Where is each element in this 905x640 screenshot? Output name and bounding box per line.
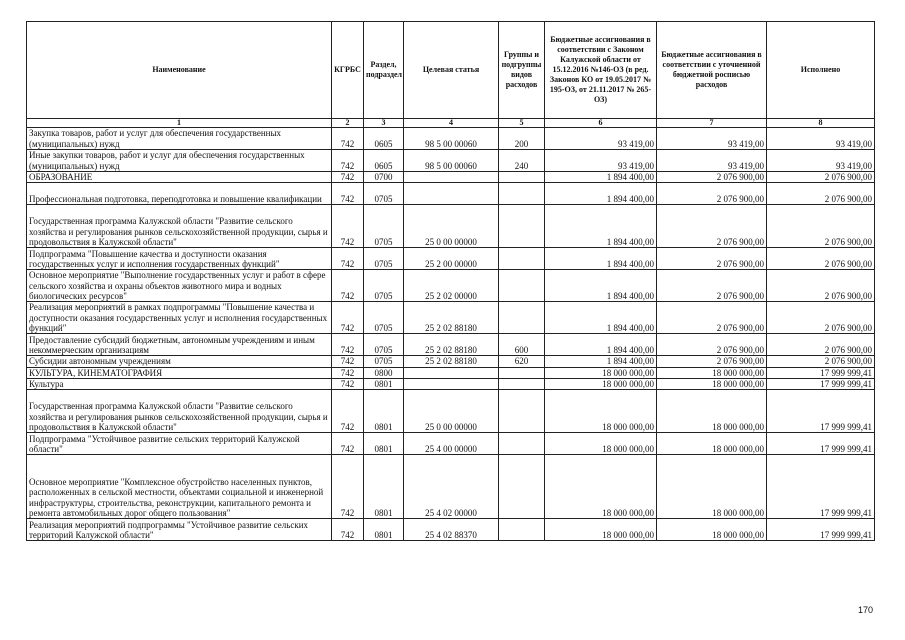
row-executed: 2 076 900,00 xyxy=(767,248,875,270)
row-group: 620 xyxy=(499,356,545,367)
row-section: 0801 xyxy=(364,455,404,519)
row-executed: 2 076 900,00 xyxy=(767,356,875,367)
header-budget: Бюджетные ассигнования в соответствии с Законом Калужской области от 15.12.2016 №146-ОЗ (в ред. Законов КО от 19.05.2017 № 195-ОЗ, от 21.11.2017 № 265-ОЗ) xyxy=(545,22,657,119)
row-executed: 2 076 900,00 xyxy=(767,172,875,183)
row-executed: 17 999 999,41 xyxy=(767,433,875,455)
row-group: 240 xyxy=(499,150,545,172)
row-refined: 18 000 000,00 xyxy=(657,433,767,455)
row-refined: 2 076 900,00 xyxy=(657,302,767,334)
row-group xyxy=(499,270,545,302)
row-group xyxy=(499,390,545,433)
row-article: 25 2 02 88180 xyxy=(404,356,499,367)
row-executed: 17 999 999,41 xyxy=(767,378,875,389)
row-section: 0800 xyxy=(364,367,404,378)
row-name: ОБРАЗОВАНИЕ xyxy=(27,172,332,183)
row-group xyxy=(499,378,545,389)
row-group xyxy=(499,183,545,205)
row-name: Подпрограмма "Повышение качества и доступности оказания государственных услуг и исполнения государственных функций" xyxy=(27,248,332,270)
row-name: Закупка товаров, работ и услуг для обеспечения государственных (муниципальных) нужд xyxy=(27,128,332,150)
row-article xyxy=(404,172,499,183)
row-budget: 1 894 400,00 xyxy=(545,205,657,248)
row-name: Профессиональная подготовка, переподготовка и повышение квалификации xyxy=(27,183,332,205)
row-refined: 2 076 900,00 xyxy=(657,205,767,248)
row-group xyxy=(499,367,545,378)
row-article: 25 4 02 00000 xyxy=(404,455,499,519)
row-budget: 18 000 000,00 xyxy=(545,378,657,389)
column-number: 7 xyxy=(657,119,767,128)
row-budget: 18 000 000,00 xyxy=(545,519,657,541)
table-row xyxy=(27,248,875,270)
column-number: 4 xyxy=(404,119,499,128)
table-row xyxy=(27,367,875,378)
column-number: 6 xyxy=(545,119,657,128)
row-kgrbs: 742 xyxy=(332,356,364,367)
table-body xyxy=(27,128,875,541)
row-section: 0801 xyxy=(364,519,404,541)
column-number: 1 xyxy=(27,119,332,128)
row-group: 200 xyxy=(499,128,545,150)
table-row xyxy=(27,519,875,541)
row-section: 0801 xyxy=(364,433,404,455)
row-executed: 17 999 999,41 xyxy=(767,455,875,519)
row-group xyxy=(499,302,545,334)
table-row xyxy=(27,172,875,183)
row-article: 25 0 00 00000 xyxy=(404,205,499,248)
table-row xyxy=(27,455,875,519)
row-executed: 2 076 900,00 xyxy=(767,183,875,205)
row-name: Реализация мероприятий подпрограммы "Устойчивое развитие сельских территорий Калужской области" xyxy=(27,519,332,541)
row-section: 0705 xyxy=(364,183,404,205)
row-executed: 2 076 900,00 xyxy=(767,334,875,356)
row-refined: 18 000 000,00 xyxy=(657,519,767,541)
table-row xyxy=(27,378,875,389)
table-row xyxy=(27,183,875,205)
column-number: 5 xyxy=(499,119,545,128)
row-name: Культура xyxy=(27,378,332,389)
row-article xyxy=(404,367,499,378)
row-kgrbs: 742 xyxy=(332,378,364,389)
row-section: 0801 xyxy=(364,378,404,389)
header-refined: Бюджетные ассигнования в соответствии с уточненной бюджетной росписью расходов xyxy=(657,22,767,119)
row-refined: 18 000 000,00 xyxy=(657,390,767,433)
row-budget: 1 894 400,00 xyxy=(545,270,657,302)
row-name: Основное мероприятие "Выполнение государственных услуг и работ в сфере сельского хозяйства и охраны объектов животного мира и водных биологических ресурсов" xyxy=(27,270,332,302)
row-budget: 18 000 000,00 xyxy=(545,367,657,378)
budget-table xyxy=(26,21,875,541)
row-section: 0605 xyxy=(364,150,404,172)
row-name: Реализация мероприятий в рамках подпрограммы "Повышение качества и доступности оказания государственных услуг и исполнения государственных функций" xyxy=(27,302,332,334)
row-group xyxy=(499,519,545,541)
row-article: 25 4 02 88370 xyxy=(404,519,499,541)
table-row xyxy=(27,270,875,302)
row-article: 25 0 00 00000 xyxy=(404,390,499,433)
row-article: 25 4 00 00000 xyxy=(404,433,499,455)
row-kgrbs: 742 xyxy=(332,128,364,150)
row-section: 0705 xyxy=(364,270,404,302)
row-budget: 93 419,00 xyxy=(545,150,657,172)
row-executed: 17 999 999,41 xyxy=(767,367,875,378)
row-name: Государственная программа Калужской области "Развитие сельского хозяйства и регулирования рынков сельскохозяйственной продукции, сырья и продовольствия в Калужской области" xyxy=(27,205,332,248)
row-section: 0801 xyxy=(364,390,404,433)
table-row xyxy=(27,205,875,248)
row-kgrbs: 742 xyxy=(332,248,364,270)
row-kgrbs: 742 xyxy=(332,172,364,183)
row-refined: 18 000 000,00 xyxy=(657,455,767,519)
row-kgrbs: 742 xyxy=(332,433,364,455)
row-refined: 93 419,00 xyxy=(657,150,767,172)
row-article: 98 5 00 00060 xyxy=(404,128,499,150)
row-group xyxy=(499,205,545,248)
row-group: 600 xyxy=(499,334,545,356)
table-row xyxy=(27,302,875,334)
row-refined: 2 076 900,00 xyxy=(657,270,767,302)
header-name: Наименование xyxy=(27,22,332,119)
column-number-row xyxy=(27,119,875,128)
row-kgrbs: 742 xyxy=(332,367,364,378)
row-kgrbs: 742 xyxy=(332,205,364,248)
page-number: 170 xyxy=(857,605,873,615)
row-kgrbs: 742 xyxy=(332,455,364,519)
row-article: 25 2 02 88180 xyxy=(404,334,499,356)
row-budget: 1 894 400,00 xyxy=(545,302,657,334)
column-number: 3 xyxy=(364,119,404,128)
row-budget: 1 894 400,00 xyxy=(545,248,657,270)
row-refined: 18 000 000,00 xyxy=(657,367,767,378)
row-kgrbs: 742 xyxy=(332,270,364,302)
row-budget: 1 894 400,00 xyxy=(545,172,657,183)
row-section: 0705 xyxy=(364,334,404,356)
row-group xyxy=(499,172,545,183)
row-article: 25 2 02 88180 xyxy=(404,302,499,334)
row-kgrbs: 742 xyxy=(332,302,364,334)
header-group: Группы и подгруппы видов расходов xyxy=(499,22,545,119)
row-refined: 93 419,00 xyxy=(657,128,767,150)
table-row xyxy=(27,128,875,150)
row-section: 0705 xyxy=(364,356,404,367)
header-kgrbs: КГРБС xyxy=(332,22,364,119)
row-executed: 93 419,00 xyxy=(767,128,875,150)
row-executed: 2 076 900,00 xyxy=(767,302,875,334)
table-row xyxy=(27,150,875,172)
row-kgrbs: 742 xyxy=(332,334,364,356)
row-name: Предоставление субсидий бюджетным, автономным учреждениям и иным некоммерческим организациям xyxy=(27,334,332,356)
row-group xyxy=(499,433,545,455)
row-name: Государственная программа Калужской области "Развитие сельского хозяйства и регулирования рынков сельскохозяйственной продукции, сырья и продовольствия в Калужской области" xyxy=(27,390,332,433)
row-budget: 1 894 400,00 xyxy=(545,183,657,205)
row-group xyxy=(499,248,545,270)
row-refined: 2 076 900,00 xyxy=(657,172,767,183)
row-section: 0700 xyxy=(364,172,404,183)
row-name: Иные закупки товаров, работ и услуг для обеспечения государственных (муниципальных) нужд xyxy=(27,150,332,172)
row-executed: 2 076 900,00 xyxy=(767,270,875,302)
column-number: 2 xyxy=(332,119,364,128)
row-article xyxy=(404,378,499,389)
row-executed: 2 076 900,00 xyxy=(767,205,875,248)
table-row xyxy=(27,390,875,433)
row-executed: 17 999 999,41 xyxy=(767,519,875,541)
table-row xyxy=(27,433,875,455)
row-budget: 1 894 400,00 xyxy=(545,356,657,367)
row-group xyxy=(499,455,545,519)
row-budget: 18 000 000,00 xyxy=(545,433,657,455)
row-refined: 2 076 900,00 xyxy=(657,183,767,205)
row-kgrbs: 742 xyxy=(332,390,364,433)
row-kgrbs: 742 xyxy=(332,150,364,172)
row-section: 0705 xyxy=(364,248,404,270)
row-refined: 2 076 900,00 xyxy=(657,248,767,270)
row-kgrbs: 742 xyxy=(332,183,364,205)
row-section: 0705 xyxy=(364,302,404,334)
row-budget: 93 419,00 xyxy=(545,128,657,150)
row-executed: 17 999 999,41 xyxy=(767,390,875,433)
row-name: Основное мероприятие "Комплексное обустройство населенных пунктов, расположенных в сельской местности, объектами социальной и инженерной инфраструктуры, строительства, реконструкции, капитального ремонта и ремонта автомобильных дорог общего пользования" xyxy=(27,455,332,519)
row-section: 0705 xyxy=(364,205,404,248)
row-name: КУЛЬТУРА, КИНЕМАТОГРАФИЯ xyxy=(27,367,332,378)
row-section: 0605 xyxy=(364,128,404,150)
column-number: 8 xyxy=(767,119,875,128)
row-article: 25 2 00 00000 xyxy=(404,248,499,270)
header-article: Целевая статья xyxy=(404,22,499,119)
header-executed: Исполнено xyxy=(767,22,875,119)
row-article: 98 5 00 00060 xyxy=(404,150,499,172)
row-kgrbs: 742 xyxy=(332,519,364,541)
row-budget: 1 894 400,00 xyxy=(545,334,657,356)
row-name: Подпрограмма "Устойчивое развитие сельских территорий Калужской области" xyxy=(27,433,332,455)
row-name: Субсидии автономным учреждениям xyxy=(27,356,332,367)
row-article: 25 2 02 00000 xyxy=(404,270,499,302)
row-budget: 18 000 000,00 xyxy=(545,455,657,519)
header-section: Раздел, подраздел xyxy=(364,22,404,119)
row-refined: 2 076 900,00 xyxy=(657,334,767,356)
table-row xyxy=(27,356,875,367)
row-refined: 18 000 000,00 xyxy=(657,378,767,389)
header-row xyxy=(27,22,875,119)
row-budget: 18 000 000,00 xyxy=(545,390,657,433)
row-executed: 93 419,00 xyxy=(767,150,875,172)
row-refined: 2 076 900,00 xyxy=(657,356,767,367)
table-row xyxy=(27,334,875,356)
row-article xyxy=(404,183,499,205)
